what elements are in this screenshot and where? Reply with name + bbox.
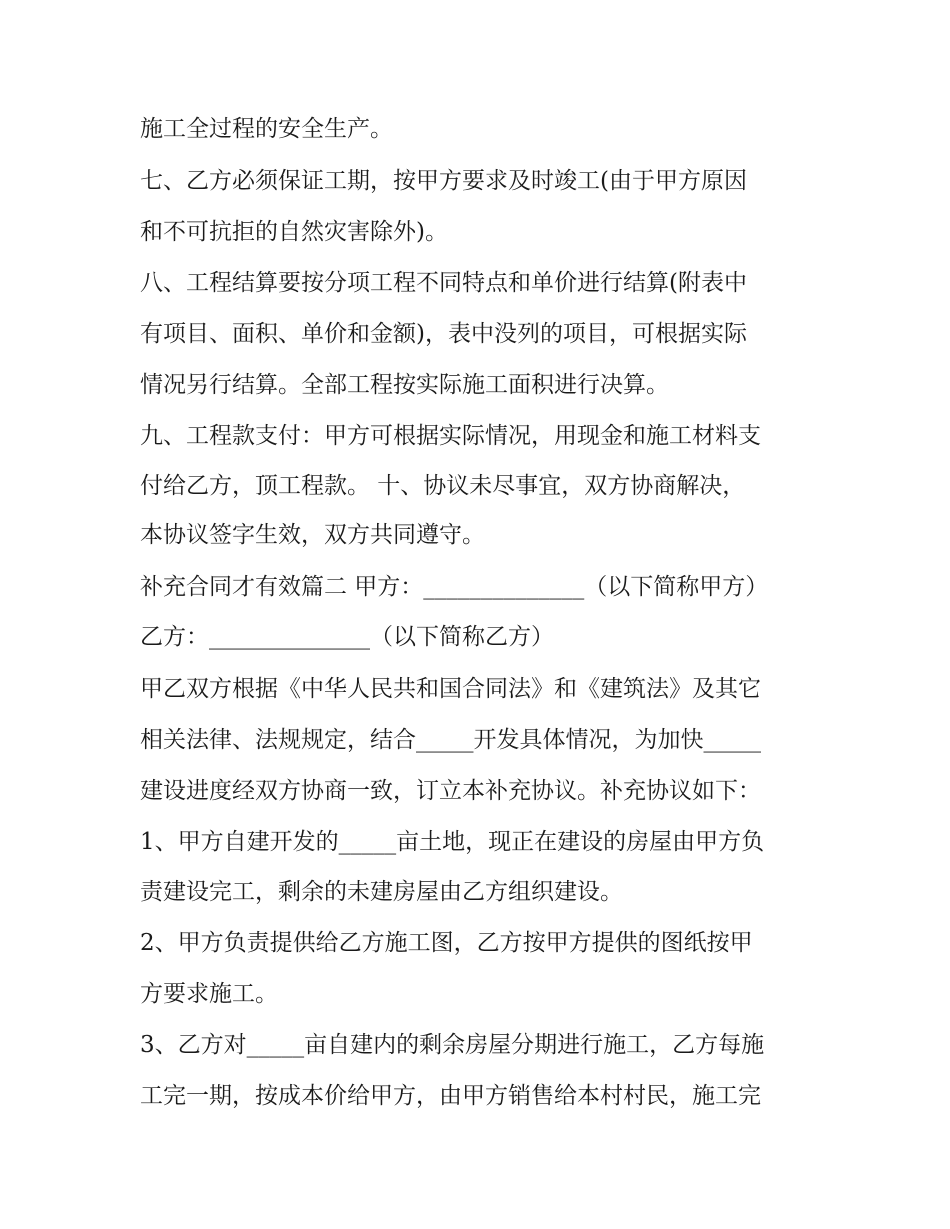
text-line: 1、甲方自建开发的_____亩土地，现正在建设的房屋由甲方负 <box>140 829 765 855</box>
text-line: 补充合同才有效篇二 甲方：______________（以下简称甲方） <box>140 574 769 600</box>
text-line: 和不可抗拒的自然灾害除外)。 <box>140 219 448 245</box>
text-line: 工完一期，按成本价给甲方，由甲方销售给本村村民，施工完 <box>140 1083 761 1109</box>
text-line: 建设进度经双方协商一致，订立本补充协议。补充协议如下： <box>140 778 761 804</box>
text-line: 七、乙方必须保证工期，按甲方要求及时竣工(由于甲方原因 <box>140 168 747 194</box>
text-line: 甲乙双方根据《中华人民共和国合同法》和《建筑法》及其它 <box>140 676 761 702</box>
text-line: 施工全过程的安全生产。 <box>140 116 393 142</box>
text-line: 付给乙方，顶工程款。 十、协议未尽事宜，双方协商解决， <box>140 473 746 499</box>
text-line: 本协议签字生效，双方共同遵守。 <box>140 522 485 548</box>
text-line: 有项目、面积、单价和金额)，表中没列的项目，可根据实际 <box>140 321 747 347</box>
text-line: 方要求施工。 <box>140 981 278 1007</box>
text-line: 情况另行结算。全部工程按实际施工面积进行决算。 <box>140 372 669 398</box>
text-line: 乙方：______________（以下简称乙方） <box>140 624 554 650</box>
text-line: 八、工程结算要按分项工程不同特点和单价进行结算(附表中 <box>140 270 747 296</box>
text-line: 相关法律、法规规定，结合_____开发具体情况，为加快_____ <box>140 727 761 753</box>
text-line: 责建设完工，剩余的未建房屋由乙方组织建设。 <box>140 879 623 905</box>
text-line: 九、工程款支付：甲方可根据实际情况，用现金和施工材料支 <box>140 423 761 449</box>
text-line: 3、乙方对_____亩自建内的剩余房屋分期进行施工，乙方每施 <box>140 1032 765 1058</box>
text-line: 2、甲方负责提供给乙方施工图，乙方按甲方提供的图纸按甲 <box>140 930 753 956</box>
